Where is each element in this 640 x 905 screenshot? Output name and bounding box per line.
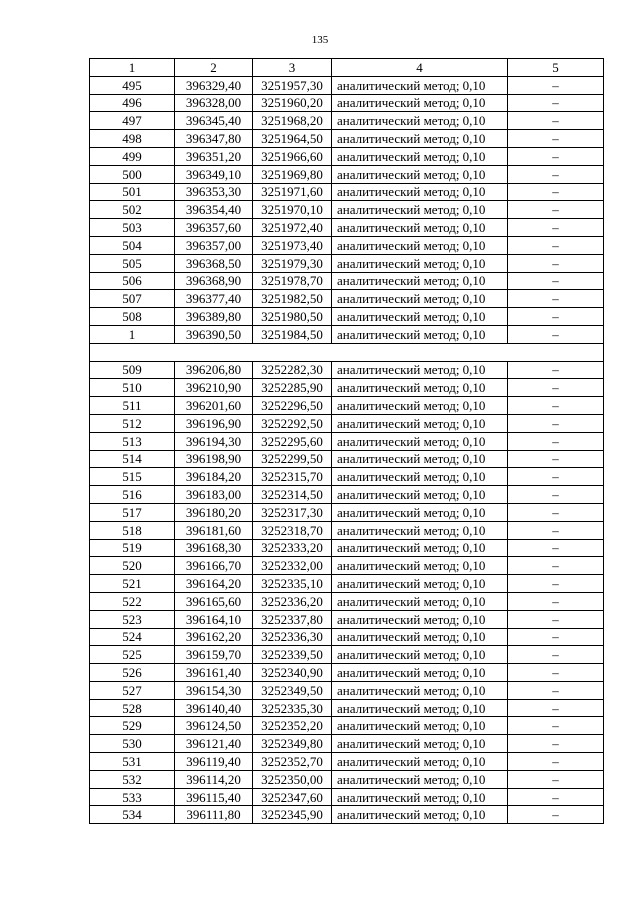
header-cell-4: 4: [332, 59, 508, 77]
x-coordinate-cell: 396354,40: [175, 201, 253, 219]
y-coordinate-cell: 3252336,30: [253, 628, 332, 646]
point-number-cell: 508: [90, 308, 175, 326]
table-row: [90, 112, 604, 130]
table-row: [90, 397, 604, 415]
point-number-cell: 511: [90, 397, 175, 415]
point-number-cell: 512: [90, 414, 175, 432]
description-cell: –: [508, 308, 604, 326]
description-cell: –: [508, 183, 604, 201]
table-row: [90, 236, 604, 254]
method-accuracy-cell: аналитический метод; 0,10: [332, 450, 508, 468]
y-coordinate-cell: 3251971,60: [253, 183, 332, 201]
method-accuracy-cell: аналитический метод; 0,10: [332, 432, 508, 450]
method-accuracy-cell: аналитический метод; 0,10: [332, 183, 508, 201]
method-accuracy-cell: аналитический метод; 0,10: [332, 325, 508, 343]
method-accuracy-cell: аналитический метод; 0,10: [332, 130, 508, 148]
description-cell: –: [508, 414, 604, 432]
y-coordinate-cell: 3252349,80: [253, 735, 332, 753]
description-cell: –: [508, 681, 604, 699]
x-coordinate-cell: 396389,80: [175, 308, 253, 326]
description-cell: –: [508, 325, 604, 343]
y-coordinate-cell: 3252352,20: [253, 717, 332, 735]
y-coordinate-cell: 3251968,20: [253, 112, 332, 130]
point-number-cell: 497: [90, 112, 175, 130]
table-row: [90, 557, 604, 575]
table-row: [90, 379, 604, 397]
y-coordinate-cell: 3252315,70: [253, 468, 332, 486]
x-coordinate-cell: 396161,40: [175, 664, 253, 682]
point-number-cell: 519: [90, 539, 175, 557]
y-coordinate-cell: 3252340,90: [253, 664, 332, 682]
x-coordinate-cell: 396184,20: [175, 468, 253, 486]
method-accuracy-cell: аналитический метод; 0,10: [332, 503, 508, 521]
y-coordinate-cell: 3252295,60: [253, 432, 332, 450]
y-coordinate-cell: 3251980,50: [253, 308, 332, 326]
point-number-cell: 524: [90, 628, 175, 646]
method-accuracy-cell: аналитический метод; 0,10: [332, 806, 508, 824]
x-coordinate-cell: 396377,40: [175, 290, 253, 308]
point-number-cell: 495: [90, 76, 175, 94]
y-coordinate-cell: 3251979,30: [253, 254, 332, 272]
y-coordinate-cell: 3251969,80: [253, 165, 332, 183]
description-cell: –: [508, 379, 604, 397]
point-number-cell: 514: [90, 450, 175, 468]
y-coordinate-cell: 3252332,00: [253, 557, 332, 575]
x-coordinate-cell: 396390,50: [175, 325, 253, 343]
point-number-cell: 501: [90, 183, 175, 201]
y-coordinate-cell: 3251970,10: [253, 201, 332, 219]
method-accuracy-cell: аналитический метод; 0,10: [332, 254, 508, 272]
method-accuracy-cell: аналитический метод; 0,10: [332, 735, 508, 753]
x-coordinate-cell: 396206,80: [175, 361, 253, 379]
x-coordinate-cell: 396124,50: [175, 717, 253, 735]
description-cell: –: [508, 236, 604, 254]
table-row: [90, 165, 604, 183]
table-row: [90, 183, 604, 201]
point-number-cell: 528: [90, 699, 175, 717]
description-cell: –: [508, 521, 604, 539]
y-coordinate-cell: 3252285,90: [253, 379, 332, 397]
point-number-cell: 502: [90, 201, 175, 219]
table-row: [90, 717, 604, 735]
x-coordinate-cell: 396210,90: [175, 379, 253, 397]
point-number-cell: 516: [90, 486, 175, 504]
method-accuracy-cell: аналитический метод; 0,10: [332, 165, 508, 183]
point-number-cell: 534: [90, 806, 175, 824]
table-row: [90, 201, 604, 219]
y-coordinate-cell: 3252335,30: [253, 699, 332, 717]
y-coordinate-cell: 3252333,20: [253, 539, 332, 557]
header-cell-3: 3: [253, 59, 332, 77]
point-number-cell: 531: [90, 753, 175, 771]
y-coordinate-cell: 3252282,30: [253, 361, 332, 379]
method-accuracy-cell: аналитический метод; 0,10: [332, 76, 508, 94]
y-coordinate-cell: 3251960,20: [253, 94, 332, 112]
description-cell: –: [508, 432, 604, 450]
y-coordinate-cell: 3251978,70: [253, 272, 332, 290]
y-coordinate-cell: 3252350,00: [253, 770, 332, 788]
method-accuracy-cell: аналитический метод; 0,10: [332, 592, 508, 610]
description-cell: –: [508, 147, 604, 165]
point-number-cell: 521: [90, 575, 175, 593]
method-accuracy-cell: аналитический метод; 0,10: [332, 414, 508, 432]
x-coordinate-cell: 396201,60: [175, 397, 253, 415]
description-cell: –: [508, 664, 604, 682]
point-number-cell: 527: [90, 681, 175, 699]
description-cell: –: [508, 806, 604, 824]
method-accuracy-cell: аналитический метод; 0,10: [332, 628, 508, 646]
method-accuracy-cell: аналитический метод; 0,10: [332, 770, 508, 788]
table-row: [90, 770, 604, 788]
table-row: [90, 735, 604, 753]
method-accuracy-cell: аналитический метод; 0,10: [332, 361, 508, 379]
method-accuracy-cell: аналитический метод; 0,10: [332, 290, 508, 308]
table-row: [90, 610, 604, 628]
x-coordinate-cell: 396166,70: [175, 557, 253, 575]
method-accuracy-cell: аналитический метод; 0,10: [332, 201, 508, 219]
table-row: [90, 147, 604, 165]
method-accuracy-cell: аналитический метод; 0,10: [332, 468, 508, 486]
point-number-cell: 518: [90, 521, 175, 539]
table-row: [90, 503, 604, 521]
table-header-row: [90, 59, 604, 77]
description-cell: –: [508, 717, 604, 735]
description-cell: –: [508, 770, 604, 788]
table-row: [90, 539, 604, 557]
point-number-cell: 513: [90, 432, 175, 450]
point-number-cell: 529: [90, 717, 175, 735]
table-row: [90, 788, 604, 806]
table-row: [90, 254, 604, 272]
method-accuracy-cell: аналитический метод; 0,10: [332, 521, 508, 539]
description-cell: –: [508, 290, 604, 308]
point-number-cell: 496: [90, 94, 175, 112]
table-row: [90, 290, 604, 308]
y-coordinate-cell: 3252314,50: [253, 486, 332, 504]
description-cell: –: [508, 272, 604, 290]
y-coordinate-cell: 3251984,50: [253, 325, 332, 343]
x-coordinate-cell: 396347,80: [175, 130, 253, 148]
table-row: [90, 681, 604, 699]
x-coordinate-cell: 396181,60: [175, 521, 253, 539]
table-row: [90, 521, 604, 539]
method-accuracy-cell: аналитический метод; 0,10: [332, 308, 508, 326]
y-coordinate-cell: 3252349,50: [253, 681, 332, 699]
point-number-cell: 515: [90, 468, 175, 486]
y-coordinate-cell: 3252335,10: [253, 575, 332, 593]
table-row: [90, 575, 604, 593]
y-coordinate-cell: 3251964,50: [253, 130, 332, 148]
method-accuracy-cell: аналитический метод; 0,10: [332, 236, 508, 254]
header-cell-1: 1: [90, 59, 175, 77]
point-number-cell: 525: [90, 646, 175, 664]
y-coordinate-cell: 3251972,40: [253, 219, 332, 237]
description-cell: –: [508, 254, 604, 272]
table-row: [90, 432, 604, 450]
x-coordinate-cell: 396357,00: [175, 236, 253, 254]
description-cell: –: [508, 699, 604, 717]
table-row: [90, 94, 604, 112]
method-accuracy-cell: аналитический метод; 0,10: [332, 717, 508, 735]
method-accuracy-cell: аналитический метод; 0,10: [332, 610, 508, 628]
x-coordinate-cell: 396353,30: [175, 183, 253, 201]
method-accuracy-cell: аналитический метод; 0,10: [332, 646, 508, 664]
x-coordinate-cell: 396162,20: [175, 628, 253, 646]
x-coordinate-cell: 396194,30: [175, 432, 253, 450]
point-number-cell: 498: [90, 130, 175, 148]
point-number-cell: 517: [90, 503, 175, 521]
x-coordinate-cell: 396357,60: [175, 219, 253, 237]
method-accuracy-cell: аналитический метод; 0,10: [332, 379, 508, 397]
y-coordinate-cell: 3252352,70: [253, 753, 332, 771]
table-row: [90, 664, 604, 682]
x-coordinate-cell: 396198,90: [175, 450, 253, 468]
description-cell: –: [508, 735, 604, 753]
x-coordinate-cell: 396351,20: [175, 147, 253, 165]
table-row: [90, 361, 604, 379]
point-number-cell: 532: [90, 770, 175, 788]
description-cell: –: [508, 503, 604, 521]
y-coordinate-cell: 3252345,90: [253, 806, 332, 824]
x-coordinate-cell: 396349,10: [175, 165, 253, 183]
method-accuracy-cell: аналитический метод; 0,10: [332, 557, 508, 575]
y-coordinate-cell: 3251957,30: [253, 76, 332, 94]
description-cell: –: [508, 219, 604, 237]
method-accuracy-cell: аналитический метод; 0,10: [332, 147, 508, 165]
description-cell: –: [508, 201, 604, 219]
description-cell: –: [508, 94, 604, 112]
method-accuracy-cell: аналитический метод; 0,10: [332, 681, 508, 699]
y-coordinate-cell: 3252318,70: [253, 521, 332, 539]
x-coordinate-cell: 396164,20: [175, 575, 253, 593]
header-cell-5: 5: [508, 59, 604, 77]
y-coordinate-cell: 3251982,50: [253, 290, 332, 308]
point-number-cell: 505: [90, 254, 175, 272]
table-row: [90, 130, 604, 148]
x-coordinate-cell: 396368,50: [175, 254, 253, 272]
table-separator-row: [90, 343, 604, 361]
y-coordinate-cell: 3251973,40: [253, 236, 332, 254]
y-coordinate-cell: 3252299,50: [253, 450, 332, 468]
point-number-cell: 1: [90, 325, 175, 343]
description-cell: –: [508, 539, 604, 557]
table-row: [90, 76, 604, 94]
x-coordinate-cell: 396196,90: [175, 414, 253, 432]
table-row: [90, 468, 604, 486]
x-coordinate-cell: 396368,90: [175, 272, 253, 290]
x-coordinate-cell: 396115,40: [175, 788, 253, 806]
table-row: [90, 646, 604, 664]
method-accuracy-cell: аналитический метод; 0,10: [332, 112, 508, 130]
x-coordinate-cell: 396345,40: [175, 112, 253, 130]
table-row: [90, 414, 604, 432]
method-accuracy-cell: аналитический метод; 0,10: [332, 486, 508, 504]
description-cell: –: [508, 361, 604, 379]
table-row: [90, 308, 604, 326]
page-number: 135: [311, 34, 329, 46]
method-accuracy-cell: аналитический метод; 0,10: [332, 397, 508, 415]
method-accuracy-cell: аналитический метод; 0,10: [332, 664, 508, 682]
point-number-cell: 506: [90, 272, 175, 290]
table-row: [90, 753, 604, 771]
x-coordinate-cell: 396180,20: [175, 503, 253, 521]
coordinates-table: [89, 58, 604, 824]
method-accuracy-cell: аналитический метод; 0,10: [332, 788, 508, 806]
separator-cell: [90, 343, 604, 361]
description-cell: –: [508, 112, 604, 130]
y-coordinate-cell: 3252296,50: [253, 397, 332, 415]
x-coordinate-cell: 396121,40: [175, 735, 253, 753]
x-coordinate-cell: 396119,40: [175, 753, 253, 771]
description-cell: –: [508, 450, 604, 468]
method-accuracy-cell: аналитический метод; 0,10: [332, 94, 508, 112]
table-row: [90, 699, 604, 717]
table-row: [90, 592, 604, 610]
point-number-cell: 533: [90, 788, 175, 806]
table-row: [90, 628, 604, 646]
description-cell: –: [508, 592, 604, 610]
description-cell: –: [508, 788, 604, 806]
point-number-cell: 503: [90, 219, 175, 237]
y-coordinate-cell: 3251966,60: [253, 147, 332, 165]
method-accuracy-cell: аналитический метод; 0,10: [332, 753, 508, 771]
point-number-cell: 504: [90, 236, 175, 254]
y-coordinate-cell: 3252347,60: [253, 788, 332, 806]
x-coordinate-cell: 396183,00: [175, 486, 253, 504]
table-row: [90, 325, 604, 343]
x-coordinate-cell: 396164,10: [175, 610, 253, 628]
point-number-cell: 510: [90, 379, 175, 397]
description-cell: –: [508, 557, 604, 575]
x-coordinate-cell: 396114,20: [175, 770, 253, 788]
x-coordinate-cell: 396154,30: [175, 681, 253, 699]
table-row: [90, 450, 604, 468]
description-cell: –: [508, 165, 604, 183]
x-coordinate-cell: 396168,30: [175, 539, 253, 557]
point-number-cell: 500: [90, 165, 175, 183]
point-number-cell: 523: [90, 610, 175, 628]
table-row: [90, 272, 604, 290]
method-accuracy-cell: аналитический метод; 0,10: [332, 539, 508, 557]
table-body: [90, 59, 604, 824]
y-coordinate-cell: 3252317,30: [253, 503, 332, 521]
description-cell: –: [508, 76, 604, 94]
table-row: [90, 219, 604, 237]
table-row: [90, 806, 604, 824]
point-number-cell: 509: [90, 361, 175, 379]
x-coordinate-cell: 396111,80: [175, 806, 253, 824]
description-cell: –: [508, 130, 604, 148]
method-accuracy-cell: аналитический метод; 0,10: [332, 699, 508, 717]
description-cell: –: [508, 628, 604, 646]
y-coordinate-cell: 3252336,20: [253, 592, 332, 610]
y-coordinate-cell: 3252339,50: [253, 646, 332, 664]
header-cell-2: 2: [175, 59, 253, 77]
x-coordinate-cell: 396165,60: [175, 592, 253, 610]
x-coordinate-cell: 396159,70: [175, 646, 253, 664]
point-number-cell: 499: [90, 147, 175, 165]
description-cell: –: [508, 397, 604, 415]
method-accuracy-cell: аналитический метод; 0,10: [332, 575, 508, 593]
method-accuracy-cell: аналитический метод; 0,10: [332, 272, 508, 290]
point-number-cell: 507: [90, 290, 175, 308]
description-cell: –: [508, 753, 604, 771]
point-number-cell: 522: [90, 592, 175, 610]
y-coordinate-cell: 3252337,80: [253, 610, 332, 628]
description-cell: –: [508, 646, 604, 664]
description-cell: –: [508, 610, 604, 628]
method-accuracy-cell: аналитический метод; 0,10: [332, 219, 508, 237]
description-cell: –: [508, 486, 604, 504]
point-number-cell: 526: [90, 664, 175, 682]
x-coordinate-cell: 396328,00: [175, 94, 253, 112]
description-cell: –: [508, 575, 604, 593]
x-coordinate-cell: 396329,40: [175, 76, 253, 94]
point-number-cell: 530: [90, 735, 175, 753]
x-coordinate-cell: 396140,40: [175, 699, 253, 717]
table-row: [90, 486, 604, 504]
point-number-cell: 520: [90, 557, 175, 575]
y-coordinate-cell: 3252292,50: [253, 414, 332, 432]
description-cell: –: [508, 468, 604, 486]
